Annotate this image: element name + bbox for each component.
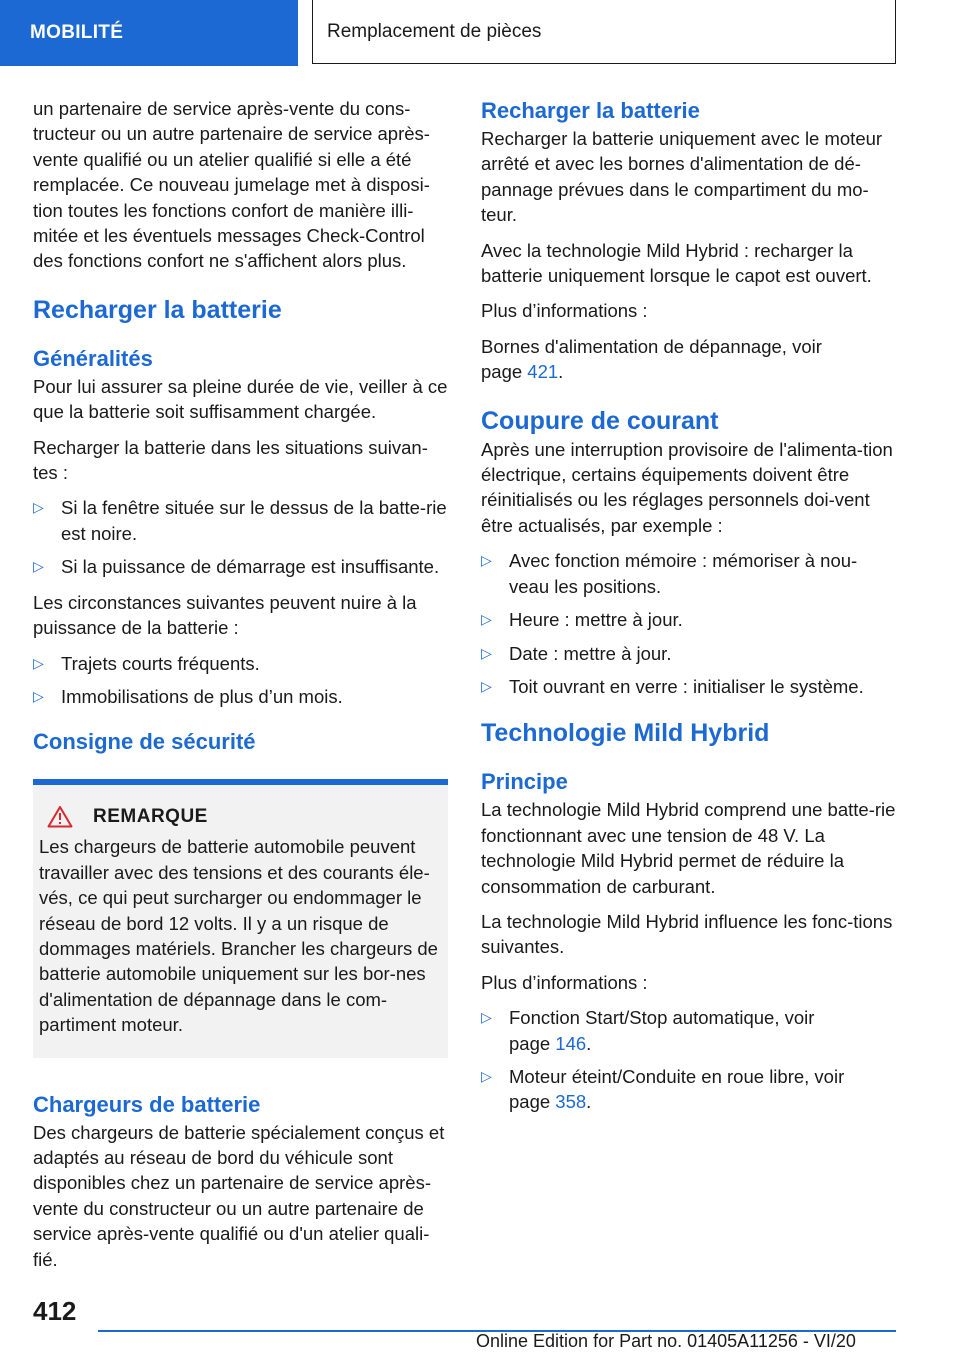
references-list (481, 1005, 896, 1115)
list-item: ▷ Si la puissance de démarrage est insuffisante. (33, 554, 448, 579)
page-link[interactable]: 421 (527, 361, 559, 383)
coupure-paragraph: Après une interruption provisoire de l'alimenta-tion électrique, certains équipements doivent être réinitialisés ou les réglages personnels doi-vent être actualisés, par exemple : (481, 438, 893, 536)
intro-paragraph: un partenaire de service après-vente du cons-tructeur ou un autre partenaire de service après-vente qualifié ou un atelier qualifié si elle a été remplacée. Ce nouveau jumelage met à disposi-tion toutes les fonctions confort de manière illi-mitée et les éventuels messages Check-Control des fonctions confort ne s'affichent alors plus. (33, 98, 430, 272)
situations-list (33, 495, 448, 579)
warning-triangle-icon (47, 805, 73, 828)
chargeurs-paragraph: Des chargeurs de batterie spécialement conçus et adaptés au réseau de bord du véhicule sont disponibles chez un partenaire de service après-vente du constructeur ou un autre partenaire de service après-vente qualifié ou d'un atelier quali-fié. (33, 1121, 445, 1270)
triangle-right-icon: ▷ (33, 558, 44, 575)
page-number: 412 (33, 1296, 77, 1326)
left-column (33, 96, 448, 1282)
list-item: ▷ Heure : mettre à jour. (481, 607, 896, 632)
recharge-paragraph-1: Recharger la batterie uniquement avec le moteur arrêté et avec les bornes d'alimentation de dé-pannage prévues dans le compartiment du mo-teur. (481, 128, 883, 226)
triangle-right-icon: ▷ (33, 654, 44, 671)
plus-informations-2: Plus d’informations : (481, 971, 648, 993)
notice-header (39, 805, 438, 828)
recharge-paragraph-2: Avec la technologie Mild Hybrid : recharger la batterie uniquement lorsque le capot est ouvert. (481, 239, 872, 287)
general-paragraph-2: Recharger la batterie dans les situations suivan-tes : (33, 436, 428, 484)
circonstances-list (33, 651, 448, 710)
notice-title: REMARQUE (93, 805, 208, 827)
list-item: ▷ Toit ouvrant en verre : initialiser le système. (481, 674, 896, 699)
coupure-list (481, 548, 896, 699)
triangle-right-icon: ▷ (481, 1067, 492, 1084)
triangle-right-icon: ▷ (481, 644, 492, 661)
circonstances-paragraph: Les circonstances suivantes peuvent nuire à la puissance de la batterie : (33, 591, 417, 639)
safety-notice (33, 779, 448, 1057)
list-item: ▷ Avec fonction mémoire : mémoriser à nou-veau les positions. (481, 550, 858, 597)
page-link[interactable]: 358 (555, 1091, 587, 1113)
chapter-title: Remplacement de pièces (327, 20, 542, 42)
heading-generalites: Généralités (33, 345, 153, 371)
list-item: ▷ Si la fenêtre située sur le dessus de la batte-rie est noire. (33, 497, 447, 544)
triangle-right-icon: ▷ (481, 552, 492, 569)
principe-paragraph-2: La technologie Mild Hybrid influence les fonc-tions suivantes. (481, 910, 893, 958)
reference-bornes: Bornes d'alimentation de dépannage, voir page 421. (481, 335, 822, 383)
plus-informations: Plus d’informations : (481, 300, 648, 322)
triangle-right-icon: ▷ (481, 1009, 492, 1026)
list-item: ▷ Trajets courts fréquents. (33, 651, 448, 676)
heading-recharger-batterie: Recharger la batterie (33, 295, 282, 324)
list-item: ▷ Moteur éteint/Conduite en roue libre, voir page 358. (481, 1065, 845, 1113)
section-tab (0, 0, 298, 66)
triangle-right-icon: ▷ (481, 677, 492, 694)
notice-text: Les chargeurs de batterie automobile peuvent travailler avec des tensions et des courants éle-vés, ce qui peut surcharger ou endommager le réseau de bord 12 volts. Il y a un risque de dommages matériels. Brancher les chargeurs de batterie automobile uniquement sur les bor-nes d'alimentation de dépannage dans le com-partiment moteur. (39, 836, 438, 1036)
heading-recharger-batterie-2: Recharger la batterie (481, 98, 700, 123)
heading-technologie-mild-hybrid: Technologie Mild Hybrid (481, 719, 770, 748)
list-item: ▷ Fonction Start/Stop automatique, voir page 146. (481, 1007, 815, 1054)
heading-coupure-courant: Coupure de courant (481, 406, 719, 435)
page-link[interactable]: 146 (555, 1032, 587, 1054)
heading-chargeurs: Chargeurs de batterie (33, 1091, 261, 1117)
heading-principe: Principe (481, 769, 568, 795)
right-column (481, 96, 896, 1125)
general-paragraph-1: Pour lui assurer sa pleine durée de vie, veiller à ce que la batterie soit suffisamment chargée. (33, 375, 448, 423)
triangle-right-icon: ▷ (33, 687, 44, 704)
triangle-right-icon: ▷ (33, 499, 44, 516)
section-title: MOBILITÉ (30, 22, 124, 43)
chapter-header (312, 0, 896, 64)
list-item: ▷ Date : mettre à jour. (481, 641, 896, 666)
edition-note: Online Edition for Part no. 01405A11256 - VI/20 (476, 1331, 856, 1351)
heading-consigne-securite: Consigne de sécurité (33, 729, 256, 755)
list-item: ▷ Immobilisations de plus d’un mois. (33, 684, 448, 709)
triangle-right-icon: ▷ (481, 611, 492, 628)
principe-paragraph-1: La technologie Mild Hybrid comprend une batte-rie fonctionnant avec une tension de 48 V. La technologie Mild Hybrid permet de réduire la consommation de carburant. (481, 799, 896, 897)
